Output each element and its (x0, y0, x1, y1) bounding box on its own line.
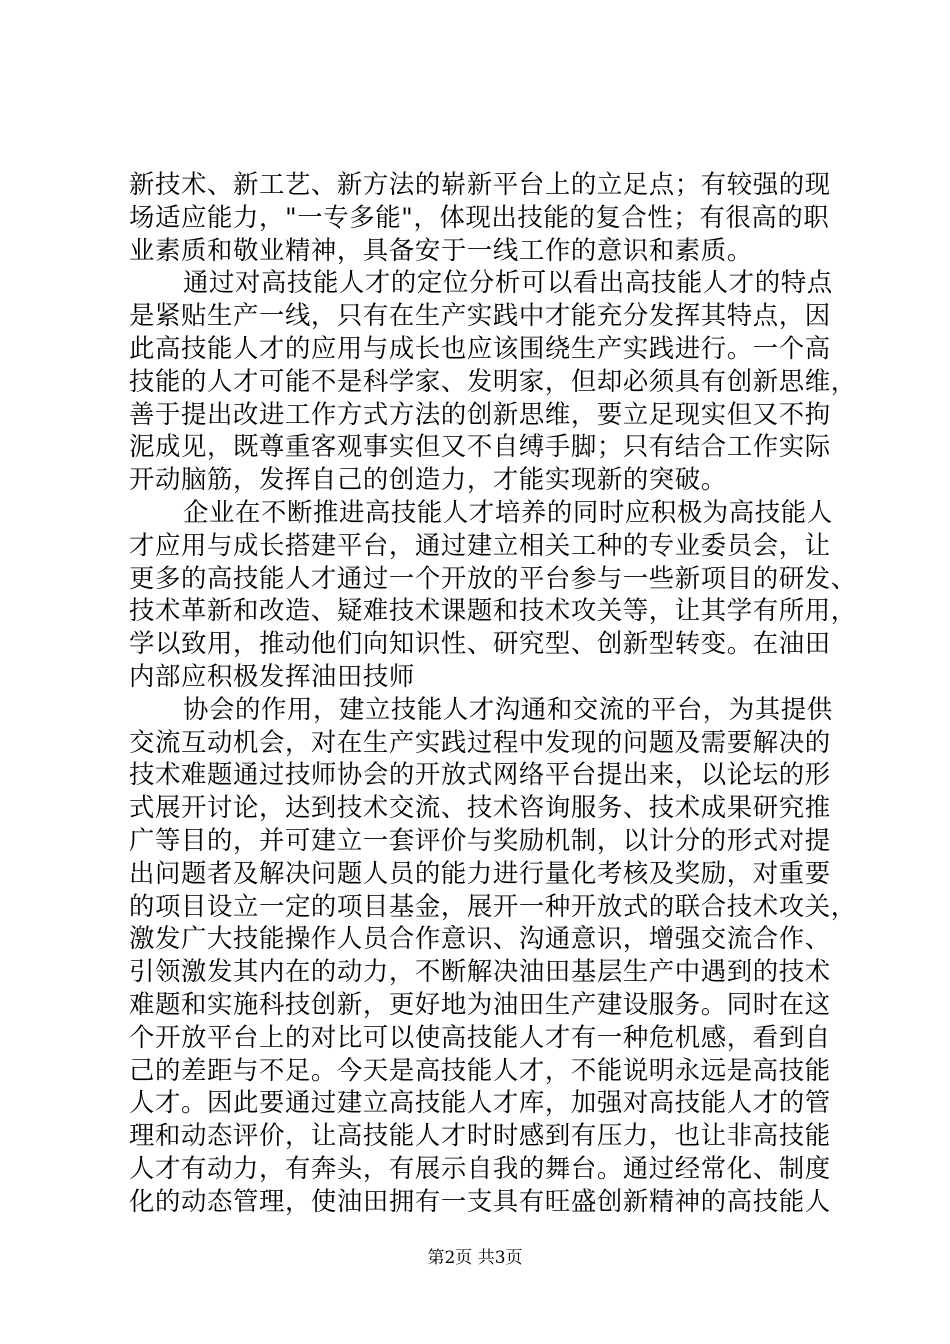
text-line: 业素质和敬业精神，具备安于一线工作的意识和素质。 (129, 234, 753, 265)
text-line: 学以致用，推动他们向知识性、研究型、创新型转变。在油田 (129, 628, 831, 659)
text-line: 激发广大技能操作人员合作意识、沟通意识，增强交流合作、 (129, 923, 831, 954)
text-line: 更多的高技能人才通过一个开放的平台参与一些新项目的研发、 (129, 562, 857, 593)
text-line: 人才。因此要通过建立高技能人才库，加强对高技能人才的管 (129, 1087, 831, 1118)
text-line: 场适应能力，"一专多能"，体现出技能的复合性；有很高的职 (129, 201, 830, 232)
text-line: 的项目设立一定的项目基金，展开一种开放式的联合技术攻关， (129, 890, 857, 921)
text-line: 己的差距与不足。今天是高技能人才，不能说明永远是高技能 (129, 1054, 831, 1085)
text-line: 出问题者及解决问题人员的能力进行量化考核及奖励，对重要 (129, 857, 831, 888)
paragraph-start-line: 协会的作用，建立技能人才沟通和交流的平台，为其提供 (183, 693, 833, 724)
text-line: 泥成见，既尊重客观事实但又不自缚手脚；只有结合工作实际 (129, 431, 831, 462)
text-line: 内部应积极发挥油田技师 (129, 660, 415, 691)
text-line: 技术难题通过技师协会的开放式网络平台提出来，以论坛的形 (129, 759, 831, 790)
text-line: 式展开讨论，达到技术交流、技术咨询服务、技术成果研究推 (129, 792, 831, 823)
text-line: 技术革新和改造、疑难技术课题和技术攻关等，让其学有所用， (129, 595, 857, 626)
text-line: 个开放平台上的对比可以使高技能人才有一种危机感，看到自 (129, 1021, 831, 1052)
text-line: 广等目的，并可建立一套评价与奖励机制，以计分的形式对提 (129, 824, 831, 855)
text-line: 善于提出改进工作方式方法的创新思维，要立足现实但又不拘 (129, 398, 831, 429)
text-line: 此高技能人才的应用与成长也应该围绕生产实践进行。一个高 (129, 332, 831, 363)
text-line: 化的动态管理，使油田拥有一支具有旺盛创新精神的高技能人 (129, 1185, 831, 1216)
text-line: 交流互动机会，对在生产实践过程中发现的问题及需要解决的 (129, 726, 831, 757)
paragraph-start-line: 企业在不断推进高技能人才培养的同时应积极为高技能人 (183, 496, 833, 527)
text-line: 难题和实施科技创新，更好地为油田生产建设服务。同时在这 (129, 988, 831, 1019)
text-line: 是紧贴生产一线，只有在生产实践中才能充分发挥其特点，因 (129, 300, 831, 331)
text-line: 引领激发其内在的动力，不断解决油田基层生产中遇到的技术 (129, 956, 831, 987)
paragraph-start-line: 通过对高技能人才的定位分析可以看出高技能人才的特点 (183, 267, 833, 298)
document-body (129, 168, 857, 1218)
text-line: 开动脑筋，发挥自己的创造力，才能实现新的突破。 (129, 464, 727, 495)
text-line: 人才有动力，有奔头，有展示自我的舞台。通过经常化、制度 (129, 1152, 831, 1183)
text-line: 才应用与成长搭建平台，通过建立相关工种的专业委员会，让 (129, 529, 831, 560)
page-number-footer: 第2页 共3页 (427, 1248, 523, 1268)
text-line: 技能的人才可能不是科学家、发明家，但却必须具有创新思维， (129, 365, 857, 396)
text-line: 理和动态评价，让高技能人才时时感到有压力，也让非高技能 (129, 1120, 831, 1151)
text-line: 新技术、新工艺、新方法的崭新平台上的立足点；有较强的现 (129, 169, 831, 199)
